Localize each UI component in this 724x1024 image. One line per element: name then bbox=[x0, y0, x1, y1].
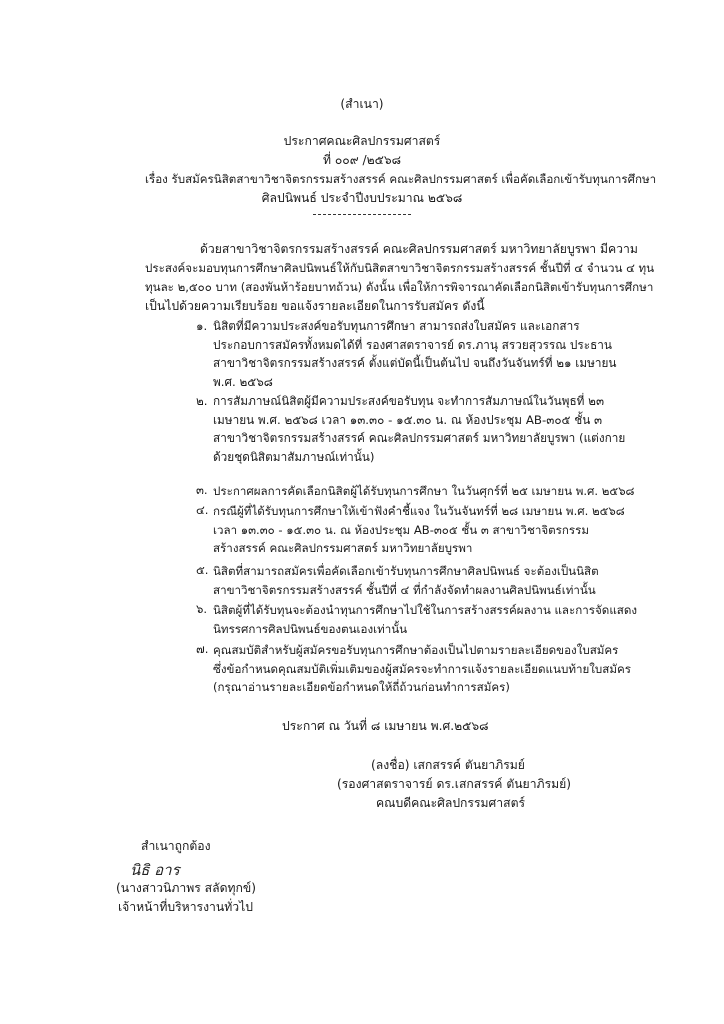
subject-line-2: ศิลปนิพนธ์ ประจำปีงบประมาณ ๒๕๖๘ bbox=[261, 191, 463, 205]
signer-position: คณบดีคณะศิลปกรรมศาสตร์ bbox=[376, 796, 526, 810]
signature-line: (ลงชื่อ) เสกสรรค์ ตันยาภิรมย์ bbox=[371, 758, 525, 772]
list-item-line: ประกอบการสมัครทั้งหมดได้ที่ รองศาสตราจารย์ ดร.ภานุ สรวยสุวรรณ ประธาน bbox=[213, 337, 612, 352]
title-divider bbox=[313, 214, 411, 215]
list-item-number: ๓. bbox=[196, 483, 208, 497]
subject-line-1: เรื่อง รับสมัครนิสิตสาขาวิชาจิตรกรรมสร้างสรรค์ คณะศิลปกรรมศาสตร์ เพื่อคัดเลือกเข้ารับทุนการศึกษา bbox=[145, 172, 657, 186]
list-item-line: ซึ่งข้อกำหนดคุณสมบัติเพิ่มเติมของผู้สมัครจะทำการแจ้งรายละเอียดแนบท้ายใบสมัคร bbox=[213, 661, 631, 676]
list-item-number: ๔. bbox=[196, 503, 209, 517]
list-item-line: กรณีผู้ที่ได้รับทุนการศึกษาให้เข้าฟังคำชี้แจง ในวันจันทร์ที่ ๒๘ เมษายน พ.ศ. ๒๕๖๘ bbox=[213, 504, 625, 518]
list-item-number: ๗. bbox=[196, 642, 209, 656]
list-item-line: เมษายน พ.ศ. ๒๕๖๘ เวลา ๑๓.๓๐ - ๑๕.๓๐ น. ณ ห้องประชุม AB-๓๐๕ ชั้น ๓ bbox=[213, 412, 603, 427]
list-item-number: ๒. bbox=[196, 394, 208, 408]
intro-line-2: ประสงค์จะมอบทุนการศึกษาศิลปนิพนธ์ให้กับนิสิตสาขาวิชาจิตรกรรมสร้างสรรค์ ชั้นปีที่ ๔ จำนวน ๔ ทุน bbox=[145, 261, 655, 275]
list-item-line: ประกาศผลการคัดเลือกนิสิตผู้ได้รับทุนการศึกษา ในวันศุกร์ที่ ๒๕ เมษายน พ.ศ. ๒๕๖๘ bbox=[213, 484, 635, 498]
list-item-line: สาขาวิชาจิตรกรรมสร้างสรรค์ คณะศิลปกรรมศาสตร์ มหาวิทยาลัยบูรพา (แต่งกาย bbox=[213, 431, 626, 445]
signer-full-name: (รองศาสตราจารย์ ดร.เสกสรรค์ ตันยาภิรมย์) bbox=[337, 777, 572, 791]
announcement-number: ที่ ๐๐๙ /๒๕๖๘ bbox=[322, 153, 402, 167]
copy-mark: (สำเนา) bbox=[340, 97, 384, 111]
list-item-line: การสัมภาษณ์นิสิตผู้มีความประสงค์ขอรับทุน จะทำการสัมภาษณ์ในวันพุธที่ ๒๓ bbox=[213, 394, 605, 408]
list-item-line: คุณสมบัติสำหรับผู้สมัครขอรับทุนการศึกษาต้องเป็นไปตามรายละเอียดของใบสมัคร bbox=[213, 643, 619, 657]
list-item-line: นิสิตที่มีความประสงค์ขอรับทุนการศึกษา สามารถส่งใบสมัคร และเอกสาร bbox=[213, 319, 580, 333]
list-item-number: ๕. bbox=[196, 563, 209, 577]
certifier-position: เจ้าหน้าที่บริหารงานทั่วไป bbox=[118, 900, 253, 914]
list-item-line: สาขาวิชาจิตรกรรมสร้างสรรค์ ชั้นปีที่ ๔ ที่กำลังจัดทำผลงานศิลปนิพนธ์เท่านั้น bbox=[213, 582, 596, 597]
issuing-faculty: ประกาศคณะศิลปกรรมศาสตร์ bbox=[283, 134, 441, 148]
list-item-line: สาขาวิชาจิตรกรรมสร้างสรรค์ ตั้งแต่บัดนี้เป็นต้นไป จนถึงวันจันทร์ที่ ๒๑ เมษายน bbox=[213, 356, 617, 370]
list-item-number: ๖. bbox=[196, 602, 208, 616]
intro-line-4: เป็นไปด้วยความเรียบร้อย ขอแจ้งรายละเอียดในการรับสมัคร ดังนี้ bbox=[145, 299, 485, 313]
list-item-number: ๑. bbox=[196, 319, 208, 333]
certified-copy-label: สำเนาถูกต้อง bbox=[141, 839, 211, 853]
handwritten-signature-text: นิธิ อาร bbox=[130, 861, 180, 879]
list-item-line: เวลา ๑๓.๓๐ - ๑๕.๓๐ น. ณ ห้องประชุม AB-๓๐๕ ชั้น ๓ สาขาวิชาจิตรกรรม bbox=[213, 522, 590, 537]
announcement-date: ประกาศ ณ วันที่ ๘ เมษายน พ.ศ.๒๕๖๘ bbox=[282, 719, 489, 733]
list-item-line: นิสิตผู้ที่ได้รับทุนจะต้องนำทุนการศึกษาไปใช้ในการสร้างสรรค์ผลงาน และการจัดแสดง bbox=[213, 603, 638, 617]
list-item-line: ด้วยชุดนิสิตมาสัมภาษณ์เท่านั้น) bbox=[213, 449, 375, 464]
list-item-line: พ.ศ. ๒๕๖๘ bbox=[213, 374, 273, 389]
certifier-name: (นางสาวนิภาพร สลัดทุกข์) bbox=[116, 881, 256, 895]
list-item-line: (กรุณาอ่านรายละเอียดข้อกำหนดให้ถี่ถ้วนก่อนทำการสมัคร) bbox=[213, 680, 510, 694]
list-item-line: นิทรรศการศิลปนิพนธ์ของตนเองเท่านั้น bbox=[213, 621, 408, 636]
intro-line-1: ด้วยสาขาวิชาจิตรกรรมสร้างสรรค์ คณะศิลปกรรมศาสตร์ มหาวิทยาลัยบูรพา มีความ bbox=[200, 242, 638, 256]
list-item-line: สร้างสรรค์ คณะศิลปกรรมศาสตร์ มหาวิทยาลัยบูรพา bbox=[213, 541, 473, 555]
list-item-line: นิสิตที่สามารถสมัครเพื่อคัดเลือกเข้ารับทุนการศึกษาศิลปนิพนธ์ จะต้องเป็นนิสิต bbox=[213, 564, 599, 578]
handwritten-signature bbox=[128, 857, 238, 881]
intro-line-3: ทุนละ ๒,๕๐๐ บาท (สองพันห้าร้อยบาทถ้วน) ดังนั้น เพื่อให้การพิจารณาคัดเลือกนิสิตเข้ารับทุนการศึกษา bbox=[145, 280, 654, 294]
